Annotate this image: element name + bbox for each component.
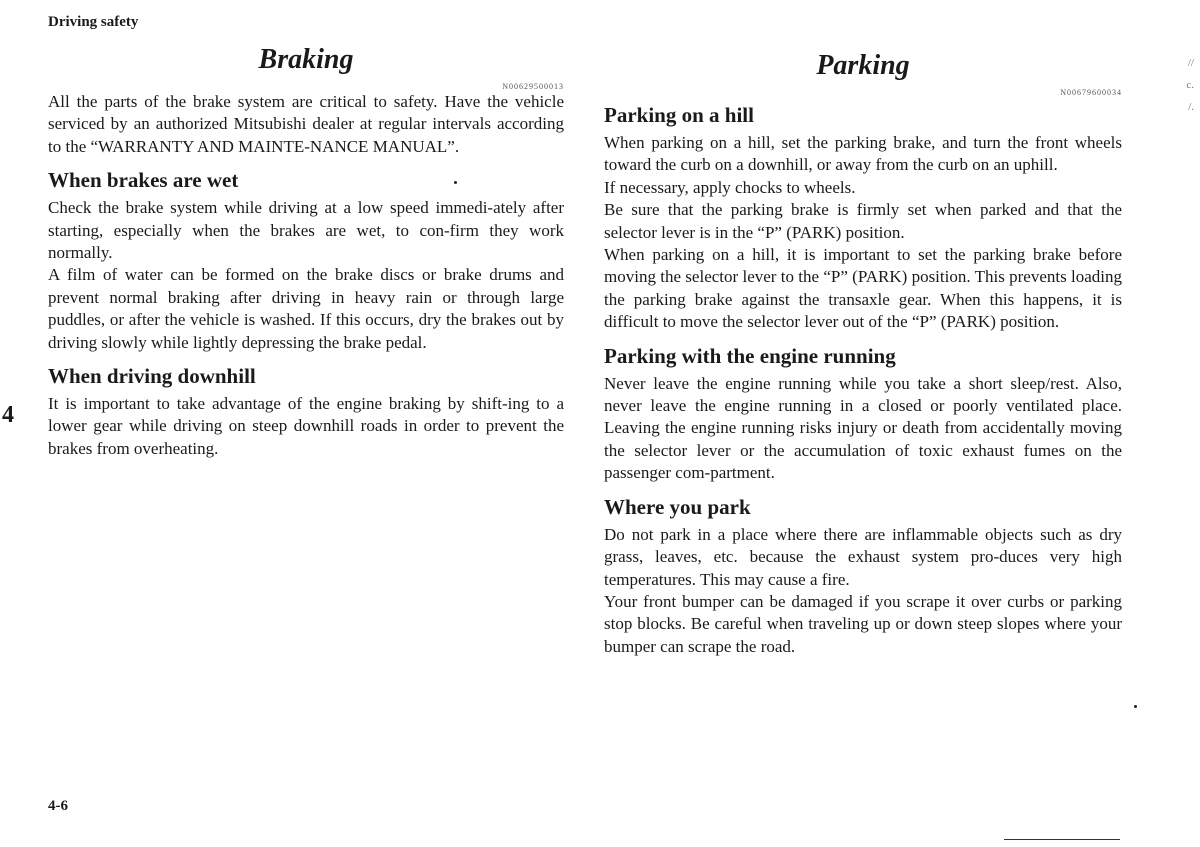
braking-intro: All the parts of the brake system are critical to safety. Have the vehicle serviced by an authorized Mitsubishi dealer at regular intervals according to the “WARRANTY AND MAINTE-NANCE MANUAL”.	[48, 92, 564, 156]
hill-paragraph-3: Be sure that the parking brake is firmly set when parked and that the selector lever is in the “P” (PARK) position.	[604, 200, 1122, 242]
where-paragraph-2: Your front bumper can be damaged if you scrape it over curbs or parking stop blocks. Be careful when traveling up or down steep slopes where your bumper can scrape the road.	[604, 591, 1122, 656]
margin-mark-1: //	[1187, 57, 1194, 69]
margin-marks	[1186, 52, 1194, 118]
page-number: 4-6	[48, 798, 68, 814]
wet-brakes-paragraph-2: A film of water can be formed on the brake discs or brake drums and prevent normal braking after driving in heavy rain or through large puddles, or after the vehicle is washed. If this occurs, dry the brakes out by driving slowly while lightly depressing the brake pedal.	[48, 265, 564, 352]
where-paragraph-1: Do not park in a place where there are inflammable objects such as dry grass, leaves, etc. because the exhaust system pro-duces very high temperatures. This may cause a fire.	[604, 524, 1122, 589]
braking-column	[48, 44, 564, 460]
hill-parking-heading: Parking on a hill	[604, 103, 754, 127]
hill-paragraph-1: When parking on a hill, set the parking brake, and turn the front wheels toward the curb on a downhill, or away from the curb on an uphill.	[604, 133, 1122, 175]
wet-brakes-paragraph-1: Check the brake system while driving at a low speed immedi-ately after starting, especially when the brakes are wet, to con-firm they work normally.	[48, 198, 564, 263]
downhill-paragraph: It is important to take advantage of the engine braking by shift-ing to a lower gear while driving on steep downhill roads in order to prevent the brakes from overheating.	[48, 394, 564, 458]
hill-paragraph-4: When parking on a hill, it is important to set the parking brake before moving the selector lever to the “P” (PARK) position. This prevents loading the parking brake against the transaxle gear. When this happens, it is difficult to move the selector lever out of the “P” (PARK) position.	[604, 245, 1122, 332]
hill-paragraph-2: If necessary, apply chocks to wheels.	[604, 177, 856, 197]
parking-ref-code: N00679600034	[1060, 88, 1122, 97]
braking-ref-code: N00629500013	[502, 82, 564, 91]
engine-running-paragraph: Never leave the engine running while you take a short sleep/rest. Also, never leave the engine running in a closed or poorly ventilated place. Leaving the engine running risks injury or death from accidentally moving the selector lever or the accumulation of toxic exhaust fumes on the passenger com-partment.	[604, 373, 1122, 483]
where-you-park-heading: Where you park	[604, 494, 751, 519]
braking-title: Braking	[258, 44, 354, 75]
parking-column	[604, 50, 1122, 658]
bottom-rule	[1004, 839, 1120, 840]
scan-dot	[1134, 705, 1137, 708]
engine-running-heading: Parking with the engine running	[604, 343, 896, 368]
wet-brakes-heading: When brakes are wet	[48, 168, 239, 193]
margin-mark-3: /.	[1188, 101, 1194, 113]
downhill-heading: When driving downhill	[48, 364, 256, 389]
parking-title: Parking	[816, 50, 910, 81]
scan-dot	[454, 181, 457, 184]
running-header: Driving safety	[48, 14, 139, 30]
margin-mark-2: c.	[1186, 79, 1194, 91]
chapter-tab-number: 4	[2, 402, 14, 428]
